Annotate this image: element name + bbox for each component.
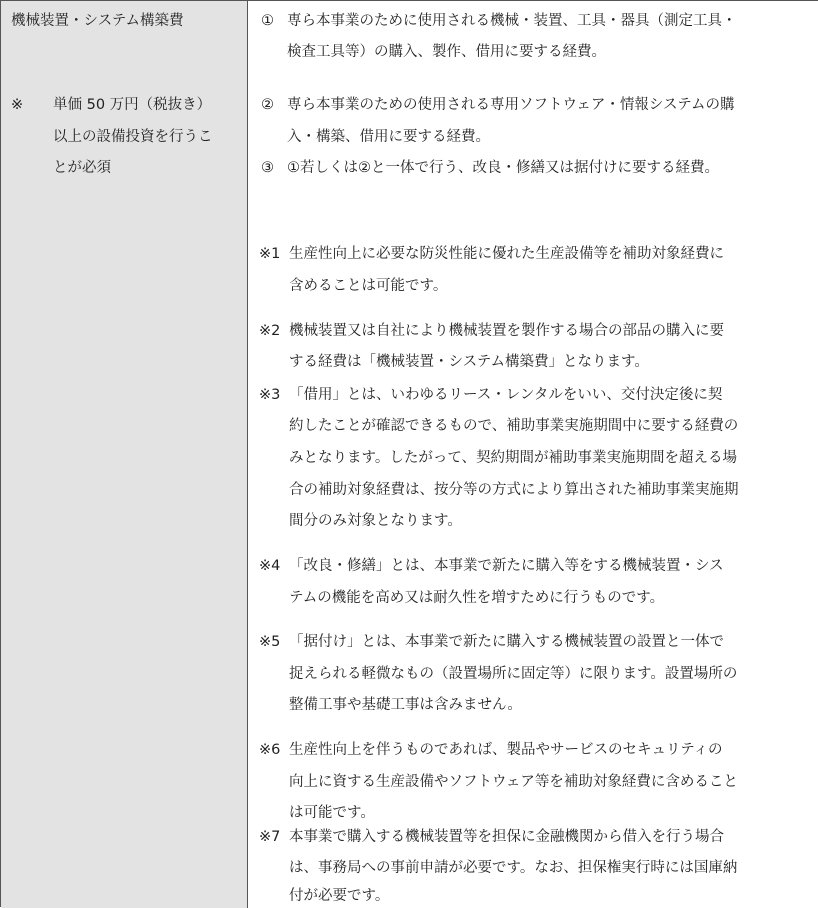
- note-line: 単価 50 万円（税抜き）: [53, 97, 212, 113]
- item-line: 専ら本事業のための使用される専用ソフトウェア・情報システムの購: [287, 97, 735, 113]
- note-line: 以上の設備投資を行うこ: [53, 129, 213, 145]
- note-number: ※5: [259, 634, 281, 650]
- item-mark: ②: [261, 97, 274, 113]
- note-line: は、事務局への事前申請が必要です。なお、担保権実行時には国庫納: [289, 860, 738, 876]
- note-line: 向上に資する生産設備やソフトウェア等を補助対象経費に含めること: [289, 774, 738, 790]
- note-line: 合の補助対象経費は、按分等の方式により算出された補助事業実施期: [289, 482, 739, 498]
- note-line: 捉えられる軽微なもの（設置場所に固定等）に限ります。設置場所の: [289, 666, 738, 682]
- note-number: ※7: [259, 829, 281, 845]
- note-line: する経費は「機械装置・システム構築費」となります。: [289, 354, 649, 370]
- note-number: ※1: [259, 246, 281, 262]
- note-number: ※4: [259, 558, 281, 574]
- item-mark: ③: [261, 160, 274, 176]
- note-line: 生産性向上に必要な防災性能に優れた生産設備等を補助対象経費に: [289, 246, 724, 262]
- note-line: 約したことが確認できるもので、補助事業実施期間中に要する経費の: [289, 418, 739, 434]
- item-line: 専ら本事業のために使用される機械・装置、工具・器具（測定工具・: [287, 13, 737, 29]
- category-heading: 機械装置・システム構築費: [11, 13, 184, 29]
- note-line: 「据付け」とは、本事業で新たに購入する機械装置の設置と一体で: [289, 634, 724, 650]
- note-line: 間分のみ対象となります。: [289, 513, 462, 529]
- note-number: ※6: [259, 742, 281, 758]
- category-cell: [1, 1, 248, 908]
- note-line: テムの機能を高め又は耐久性を増すために行うものです。: [289, 590, 665, 606]
- item-line: 入・構築、借用に要する経費。: [287, 129, 490, 145]
- note-line: 整備工事や基礎工事は含みません。: [289, 697, 522, 713]
- note-line: 含めることは可能です。: [289, 278, 448, 294]
- note-line: みとなります。したがって、契約期間が補助事業実施期間を超える場: [289, 450, 738, 466]
- note-number: ※2: [259, 323, 281, 339]
- note-mark: ※: [11, 97, 24, 113]
- note-line: 生産性向上を伴うものであれば、製品やサービスのセキュリティの: [289, 742, 723, 758]
- note-line: は可能です。: [289, 805, 375, 821]
- description-cell: [249, 1, 818, 908]
- note-line: 本事業で購入する機械装置等を担保に金融機関から借入を行う場合: [289, 829, 724, 845]
- note-line: 機械装置又は自社により機械装置を製作する場合の部品の購入に要: [289, 323, 724, 339]
- note-line: 付が必要です。: [289, 888, 390, 904]
- note-number: ※3: [259, 387, 281, 403]
- note-line: とが必須: [53, 160, 111, 176]
- note-line: 「改良・修繕」とは、本事業で新たに購入等をする機械装置・シス: [289, 558, 724, 574]
- item-mark: ①: [261, 13, 274, 29]
- item-line: ①若しくは②と一体で行う、改良・修繕又は据付けに要する経費。: [287, 160, 719, 176]
- note-line: 「借用」とは、いわゆるリース・レンタルをいい、交付決定後に契: [289, 387, 723, 403]
- item-line: 検査工具等）の購入、製作、借用に要する経費。: [287, 44, 606, 60]
